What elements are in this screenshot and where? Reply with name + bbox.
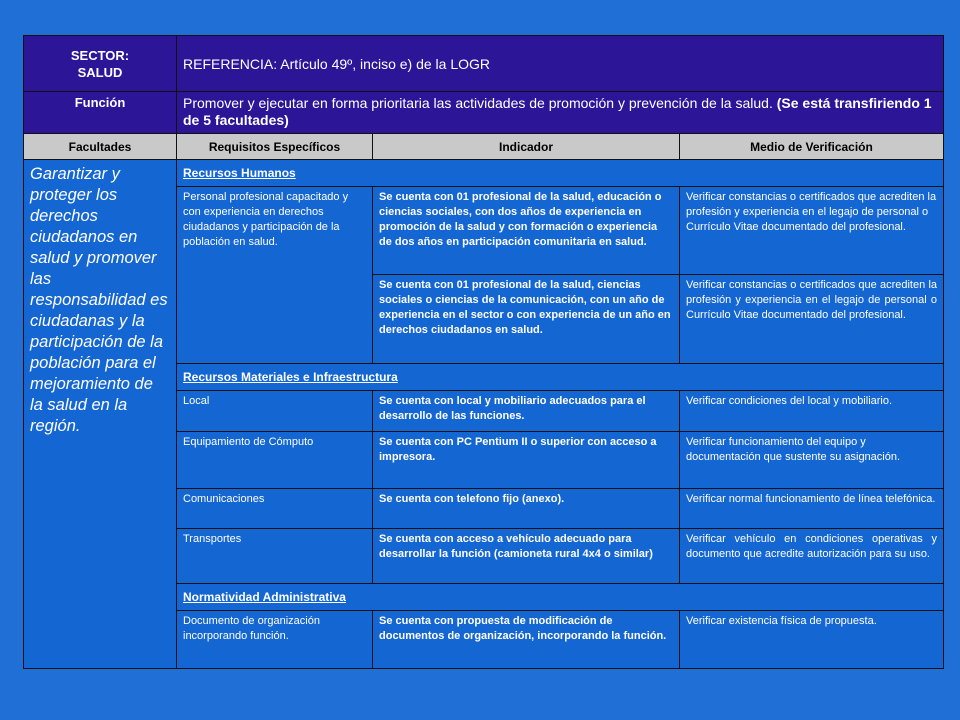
funcion-cell xyxy=(177,92,944,134)
col-header-facultades: Facultades xyxy=(24,134,177,160)
facultad-text: Garantizar y proteger los derechos ciudadanos en salud y promover las responsabilidad es ciudadanas y la participación de la población para el mejoramiento de la salud en la región. xyxy=(30,165,168,435)
sector-value: SALUD xyxy=(77,64,123,80)
indicador-transportes: Se cuenta con acceso a vehículo adecuado para desarrollar la función (camioneta rural 4x4 o similar) xyxy=(373,529,680,584)
medio-computo: Verificar funcionamiento del equipo y documentación que sustente su asignación. xyxy=(680,432,944,489)
medio-rrhh-1: Verificar constancias o certificados que acrediten la profesión y experiencia en el legajo de personal o Currículo Vitae documentado del profesional. xyxy=(680,187,944,275)
sector-cell xyxy=(24,36,177,92)
facultad-cell xyxy=(24,160,177,669)
section-recursos-humanos: Recursos Humanos xyxy=(177,160,944,187)
funcion-note: (Se está transfiriendo 1 de 5 facultades) xyxy=(183,95,932,128)
requisito-comunicaciones: Comunicaciones xyxy=(177,489,373,529)
funcion-text: Promover y ejecutar en forma prioritaria las actividades de promoción y prevención de la salud. xyxy=(183,95,773,111)
requisito-transportes: Transportes xyxy=(177,529,373,584)
transfer-matrix-table xyxy=(23,35,944,669)
section-normatividad: Normatividad Administrativa xyxy=(177,584,944,611)
indicador-computo: Se cuenta con PC Pentium II o superior con acceso a impresora. xyxy=(373,432,680,489)
col-header-medio: Medio de Verificación xyxy=(680,134,944,160)
col-header-indicador: Indicador xyxy=(373,134,680,160)
section-recursos-materiales: Recursos Materiales e Infraestructura xyxy=(177,364,944,391)
indicador-rrhh-2: Se cuenta con 01 profesional de la salud, ciencias sociales o ciencias de la comunicación, con un año de experiencia en el sector o con experiencia de un año en derechos ciudadanos en salud. xyxy=(373,275,680,364)
col-header-requisitos: Requisitos Específicos xyxy=(177,134,373,160)
medio-comunicaciones: Verificar normal funcionamiento de línea telefónica. xyxy=(680,489,944,529)
requisito-documento: Documento de organización incorporando función. xyxy=(177,611,373,669)
referencia-text: REFERENCIA: Artículo 49º, inciso e) de la LOGR xyxy=(183,55,491,72)
indicador-rrhh-1: Se cuenta con 01 profesional de la salud, educación o ciencias sociales, con dos años de experiencia en promoción de la salud y con formación o experiencia de dos años en participación comunitaria en salud. xyxy=(373,187,680,275)
medio-rrhh-2: Verificar constancias o certificados que acrediten la profesión y experiencia en el legajo de personal o Currículo Vitae documentado del profesional. xyxy=(680,275,944,364)
requisito-personal: Personal profesional capacitado y con experiencia en derechos ciudadanos y participación de la población en salud. xyxy=(177,187,373,364)
medio-documento: Verificar existencia física de propuesta. xyxy=(680,611,944,669)
referencia-cell xyxy=(177,36,944,92)
sector-label: SECTOR: xyxy=(70,47,130,63)
funcion-label: Función xyxy=(24,92,177,134)
medio-local: Verificar condiciones del local y mobiliario. xyxy=(680,391,944,432)
indicador-comunicaciones: Se cuenta con telefono fijo (anexo). xyxy=(373,489,680,529)
indicador-documento: Se cuenta con propuesta de modificación de documentos de organización, incorporando la función. xyxy=(373,611,680,669)
indicador-local: Se cuenta con local y mobiliario adecuados para el desarrollo de las funciones. xyxy=(373,391,680,432)
medio-transportes: Verificar vehículo en condiciones operativas y documento que acredite autorización para su uso. xyxy=(680,529,944,584)
requisito-computo: Equipamiento de Cómputo xyxy=(177,432,373,489)
requisito-local: Local xyxy=(177,391,373,432)
